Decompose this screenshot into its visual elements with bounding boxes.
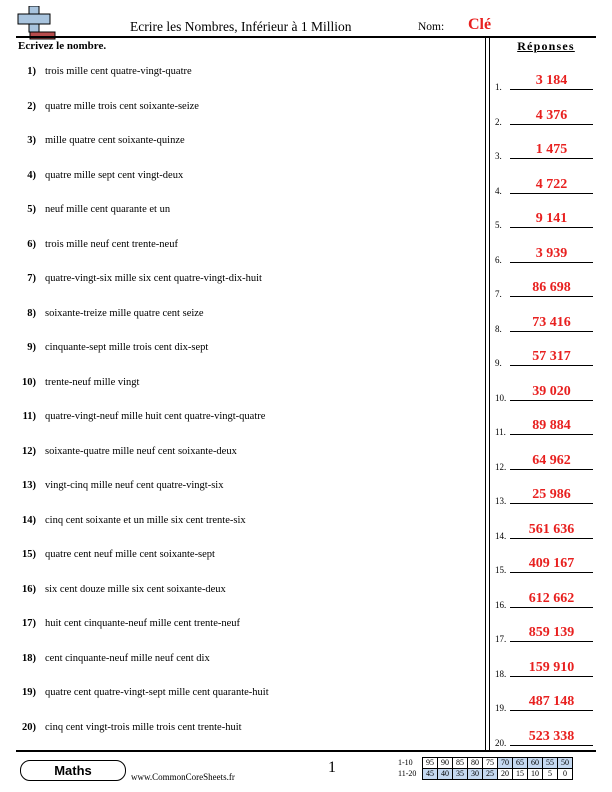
answer-value: 73 416 xyxy=(532,314,571,330)
score-range-label: 1-10 xyxy=(398,758,413,767)
question-row xyxy=(18,273,262,289)
question-number: 11) xyxy=(22,411,36,422)
answer-line xyxy=(510,641,593,642)
name-label: Nom: xyxy=(418,21,445,33)
answer-row xyxy=(495,519,595,541)
answer-line xyxy=(510,296,593,297)
answer-row xyxy=(495,346,595,368)
answer-line xyxy=(510,503,593,504)
question-text: soixante-quatre mille neuf cent soixante-deux xyxy=(45,445,237,457)
score-range-label: 11-20 xyxy=(398,769,417,778)
answer-line xyxy=(510,745,593,746)
header-divider xyxy=(16,36,596,38)
answer-row xyxy=(495,726,595,748)
answer-row xyxy=(495,484,595,506)
question-row xyxy=(18,377,139,393)
answer-row xyxy=(495,622,595,644)
answer-row xyxy=(495,381,595,403)
score-cell: 80 xyxy=(468,758,483,769)
answer-value: 409 167 xyxy=(528,556,575,571)
question-text: huit cent cinquante-neuf mille cent trente-neuf xyxy=(45,618,241,629)
question-row xyxy=(18,446,237,462)
answer-value: 3 184 xyxy=(535,73,568,88)
question-text: trois mille cent quatre-vingt-quatre xyxy=(45,66,192,77)
answer-row xyxy=(495,312,595,334)
answer-number: 8. xyxy=(495,323,502,334)
question-number: 4) xyxy=(27,169,36,181)
score-cell: 65 xyxy=(513,758,528,769)
score-cell: 20 xyxy=(498,769,513,780)
score-row xyxy=(398,769,573,780)
answer-row xyxy=(495,70,595,92)
instructions: Ecrivez le nombre. xyxy=(18,40,107,52)
answer-value: 89 884 xyxy=(532,418,571,433)
answer-number: 17. xyxy=(495,634,507,644)
website-link[interactable]: www.CommonCoreSheets.fr xyxy=(131,772,235,782)
answer-number: 19. xyxy=(495,703,507,713)
answer-row xyxy=(495,588,595,610)
answer-number: 6. xyxy=(495,254,502,265)
score-cell: 0 xyxy=(558,769,573,780)
question-text: quatre cent quatre-vingt-sept mille cent quarante-huit xyxy=(45,687,269,698)
score-table xyxy=(398,757,573,780)
answer-number: 1. xyxy=(495,82,502,92)
page-number: 1 xyxy=(328,759,336,776)
answer-value: 859 139 xyxy=(528,625,575,640)
answer-number: 18. xyxy=(495,668,507,679)
answer-row xyxy=(495,105,595,127)
score-cell: 15 xyxy=(513,769,528,780)
answers-header: Réponses xyxy=(517,39,575,53)
answer-value: 561 636 xyxy=(528,521,575,537)
question-text: quatre-vingt-neuf mille huit cent quatre-vingt-quatre xyxy=(45,411,266,422)
answer-row xyxy=(495,553,595,575)
answer-value: 4 376 xyxy=(535,107,568,123)
question-text: quatre-vingt-six mille six cent quatre-vingt-dix-huit xyxy=(45,273,262,284)
answer-number: 20. xyxy=(495,737,507,748)
answer-number: 12. xyxy=(495,461,507,472)
score-cell: 5 xyxy=(543,769,558,780)
answer-value: 39 020 xyxy=(532,383,571,399)
answer-line xyxy=(510,469,593,470)
answer-row xyxy=(495,450,595,472)
score-cell: 90 xyxy=(438,758,453,769)
question-number: 16) xyxy=(22,583,36,595)
answer-value: 487 148 xyxy=(528,694,575,709)
answer-value: 64 962 xyxy=(532,452,571,468)
question-row xyxy=(18,342,208,358)
score-cell: 40 xyxy=(438,769,453,780)
answer-number: 13. xyxy=(495,496,507,506)
score-cell: 75 xyxy=(483,758,498,769)
question-row xyxy=(18,480,223,496)
answer-column-divider xyxy=(485,36,490,750)
answer-line xyxy=(510,227,593,228)
answer-value: 25 986 xyxy=(532,487,571,502)
answer-line xyxy=(510,572,593,573)
question-row xyxy=(18,101,199,117)
answer-number: 11. xyxy=(495,427,506,437)
question-text: cent cinquante-neuf mille neuf cent dix xyxy=(45,652,210,664)
question-row xyxy=(18,618,240,634)
question-text: soixante-treize mille quatre cent seize xyxy=(45,307,204,319)
score-cell: 25 xyxy=(483,769,498,780)
answer-number: 10. xyxy=(495,392,507,403)
question-number: 5) xyxy=(27,204,36,215)
answer-line xyxy=(510,158,593,159)
question-text: cinq cent soixante et un mille six cent trente-six xyxy=(45,514,246,526)
question-text: mille quatre cent soixante-quinze xyxy=(45,135,185,146)
answer-line xyxy=(510,365,593,366)
question-row xyxy=(18,549,215,565)
question-text: quatre mille trois cent soixante-seize xyxy=(45,100,199,112)
question-text: six cent douze mille six cent soixante-deux xyxy=(45,583,226,595)
answer-line xyxy=(510,607,593,608)
question-row xyxy=(18,653,210,669)
score-row xyxy=(398,758,573,769)
question-number: 19) xyxy=(22,687,36,698)
question-text: neuf mille cent quarante et un xyxy=(45,204,171,215)
score-cell: 50 xyxy=(558,758,573,769)
question-row xyxy=(18,722,242,738)
question-row xyxy=(18,411,265,427)
question-row xyxy=(18,170,183,186)
question-number: 15) xyxy=(22,549,36,560)
question-number: 9) xyxy=(27,342,36,353)
answer-value: 4 722 xyxy=(535,176,568,192)
question-row xyxy=(18,239,178,255)
score-cell: 30 xyxy=(468,769,483,780)
question-number: 3) xyxy=(27,135,36,146)
question-text: cinq cent vingt-trois mille trois cent trente-huit xyxy=(45,721,242,733)
question-text: quatre cent neuf mille cent soixante-sept xyxy=(45,549,215,560)
question-number: 10) xyxy=(22,376,36,388)
question-row xyxy=(18,687,269,703)
score-cell: 45 xyxy=(423,769,438,780)
answer-line xyxy=(510,538,593,539)
answer-row xyxy=(495,657,595,679)
answer-row xyxy=(495,691,595,713)
answer-number: 4. xyxy=(495,185,502,196)
answer-value: 523 338 xyxy=(528,728,575,744)
score-cell: 35 xyxy=(453,769,468,780)
question-number: 8) xyxy=(27,307,36,319)
answer-number: 7. xyxy=(495,289,502,299)
question-text: quatre mille sept cent vingt-deux xyxy=(45,169,184,181)
answer-row xyxy=(495,208,595,230)
answer-row xyxy=(495,139,595,161)
question-row xyxy=(18,584,226,600)
question-number: 1) xyxy=(27,66,36,77)
name-value: Clé xyxy=(468,16,492,33)
answer-number: 14. xyxy=(495,530,507,541)
question-row xyxy=(18,66,192,82)
subject-badge: Maths xyxy=(20,760,126,781)
answer-line xyxy=(510,124,593,125)
answer-number: 2. xyxy=(495,116,502,127)
question-text: trois mille neuf cent trente-neuf xyxy=(45,238,178,250)
footer-divider xyxy=(16,750,596,752)
score-cell: 85 xyxy=(453,758,468,769)
answer-value: 159 910 xyxy=(528,659,575,675)
answer-line xyxy=(510,400,593,401)
answer-value: 9 141 xyxy=(535,211,568,226)
question-number: 7) xyxy=(27,273,36,284)
question-text: cinquante-sept mille trois cent dix-sept xyxy=(45,342,209,353)
answer-value: 86 698 xyxy=(532,280,571,295)
answer-line xyxy=(510,89,593,90)
question-number: 20) xyxy=(22,721,36,733)
answer-row xyxy=(495,174,595,196)
answer-line xyxy=(510,676,593,677)
answer-line xyxy=(510,710,593,711)
answer-number: 16. xyxy=(495,599,507,610)
question-row xyxy=(18,135,185,151)
question-number: 17) xyxy=(22,618,36,629)
answer-number: 5. xyxy=(495,220,502,230)
answer-number: 9. xyxy=(495,358,502,368)
question-number: 6) xyxy=(27,238,36,250)
answer-row xyxy=(495,243,595,265)
answer-number: 15. xyxy=(495,565,507,575)
question-row xyxy=(18,515,246,531)
answer-line xyxy=(510,193,593,194)
question-row xyxy=(18,204,170,220)
score-cell: 60 xyxy=(528,758,543,769)
question-row xyxy=(18,308,204,324)
answer-row xyxy=(495,415,595,437)
answer-line xyxy=(510,434,593,435)
question-number: 13) xyxy=(22,480,36,491)
question-number: 12) xyxy=(22,445,36,457)
question-text: vingt-cinq mille neuf cent quatre-vingt-six xyxy=(45,480,224,491)
answer-line xyxy=(510,331,593,332)
question-number: 2) xyxy=(27,100,36,112)
score-cell: 70 xyxy=(498,758,513,769)
page-title: Ecrire les Nombres, Inférieur à 1 Million xyxy=(130,19,352,34)
answer-value: 57 317 xyxy=(532,349,571,364)
answer-value: 612 662 xyxy=(528,590,575,606)
question-text: trente-neuf mille vingt xyxy=(45,376,140,388)
score-cell: 95 xyxy=(423,758,438,769)
score-cell: 10 xyxy=(528,769,543,780)
answer-line xyxy=(510,262,593,263)
score-cell: 55 xyxy=(543,758,558,769)
answer-number: 3. xyxy=(495,151,502,161)
plus-logo-icon xyxy=(16,6,56,40)
answer-row xyxy=(495,277,595,299)
question-number: 18) xyxy=(22,652,36,664)
question-number: 14) xyxy=(22,514,36,526)
answer-value: 3 939 xyxy=(535,245,568,261)
answer-value: 1 475 xyxy=(535,142,568,157)
